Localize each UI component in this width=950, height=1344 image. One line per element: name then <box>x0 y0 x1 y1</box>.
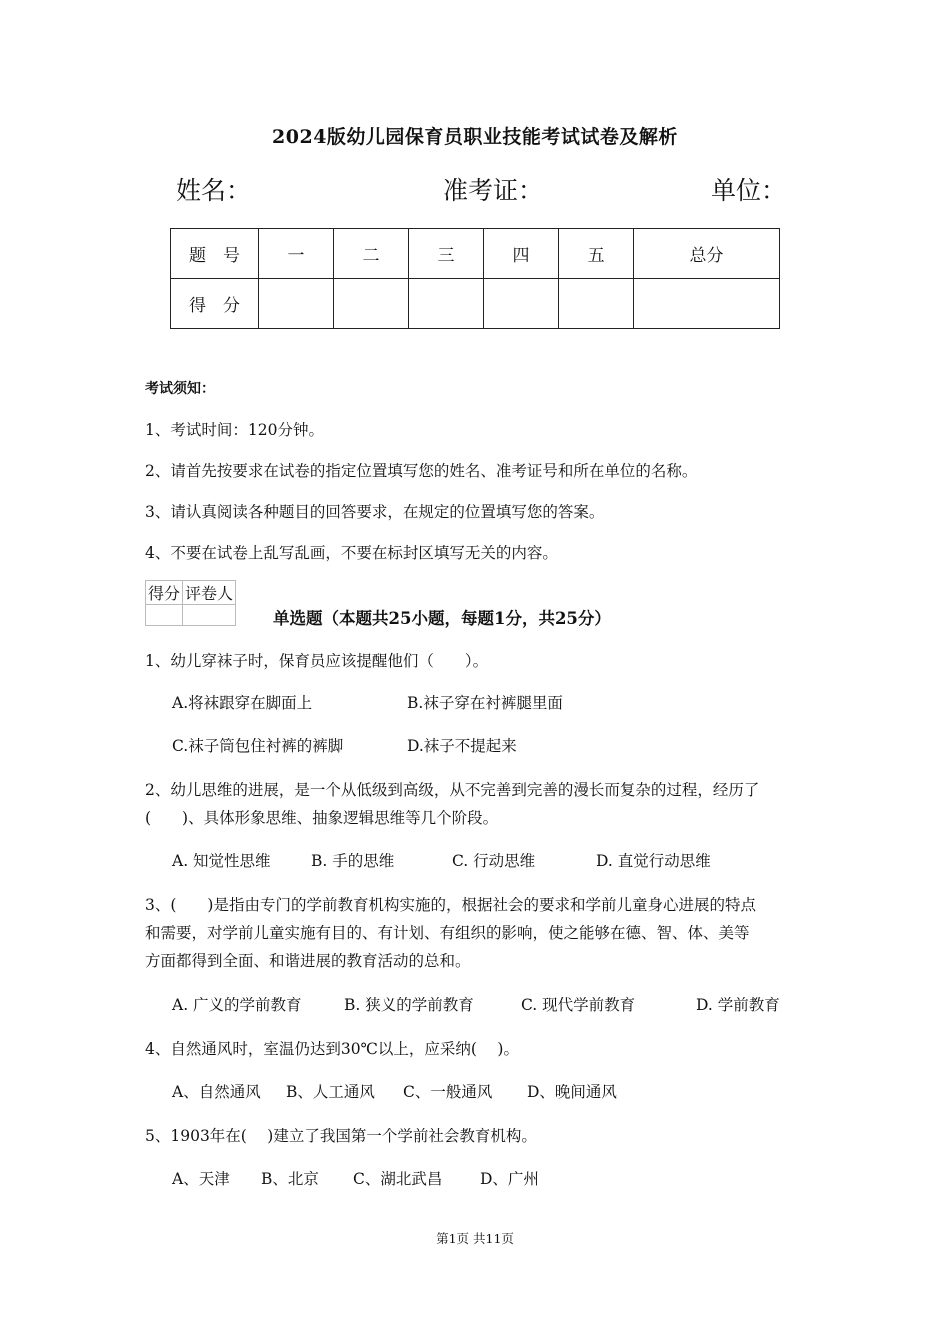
question-4-text: 4、自然通风时，室温仍达到30℃以上，应采纳( )。 <box>145 1040 519 1058</box>
question-1-option-a[interactable]: A.将袜跟穿在脚面上 <box>172 694 313 712</box>
score-cell[interactable] <box>559 279 634 329</box>
score-table-col-4: 四 <box>484 229 559 279</box>
question-5-option-c[interactable]: C、湖北武昌 <box>353 1170 443 1188</box>
score-table-col-5: 五 <box>559 229 634 279</box>
notice-item: 1、考试时间：120分钟。 <box>145 421 324 439</box>
question-3-option-a[interactable]: A. 广义的学前教育 <box>172 996 302 1014</box>
score-cell[interactable] <box>334 279 409 329</box>
score-table <box>170 228 780 329</box>
question-1-option-d[interactable]: D.袜子不提起来 <box>407 737 517 755</box>
question-3-option-c[interactable]: C. 现代学前教育 <box>521 996 636 1014</box>
question-1-option-c[interactable]: C.袜子筒包住衬裤的裤脚 <box>172 737 344 755</box>
question-2-option-d[interactable]: D. 直觉行动思维 <box>596 852 711 870</box>
question-4-option-a[interactable]: A、自然通风 <box>172 1083 261 1101</box>
score-cell[interactable] <box>409 279 484 329</box>
unit-field-label: 单位： <box>711 176 787 205</box>
score-table-header-label: 题 号 <box>171 229 259 279</box>
grader-box-score-label: 得分 <box>146 581 183 605</box>
question-4-option-c[interactable]: C、一般通风 <box>403 1083 493 1101</box>
grader-box-grader-label: 评卷人 <box>183 581 236 605</box>
grader-box-grader-cell[interactable] <box>183 605 236 626</box>
section-title: 单选题（本题共25小题，每题1分，共25分） <box>273 609 611 628</box>
score-table-col-3: 三 <box>409 229 484 279</box>
question-5-option-a[interactable]: A、天津 <box>172 1170 230 1188</box>
exam-id-field-label: 准考证： <box>443 176 544 205</box>
question-5-option-d[interactable]: D、广州 <box>480 1170 539 1188</box>
score-cell[interactable] <box>259 279 334 329</box>
page-footer: 第1页 共11页 <box>436 1231 514 1246</box>
question-5-option-b[interactable]: B、北京 <box>261 1170 319 1188</box>
question-2-option-a[interactable]: A. 知觉性思维 <box>172 852 271 870</box>
grader-box <box>145 580 236 626</box>
question-1-option-b[interactable]: B.袜子穿在衬裤腿里面 <box>407 694 563 712</box>
notice-item: 4、不要在试卷上乱写乱画，不要在标封区填写无关的内容。 <box>145 544 558 562</box>
question-3-option-b[interactable]: B. 狭义的学前教育 <box>344 996 474 1014</box>
name-field-label: 姓名： <box>176 176 252 205</box>
grader-box-score-cell[interactable] <box>146 605 183 626</box>
question-2-option-c[interactable]: C. 行动思维 <box>452 852 536 870</box>
score-cell[interactable] <box>484 279 559 329</box>
notice-heading: 考试须知： <box>145 381 215 397</box>
question-2-text: ( )、具体形象思维、抽象逻辑思维等几个阶段。 <box>145 809 499 827</box>
notice-item: 2、请首先按要求在试卷的指定位置填写您的姓名、准考证号和所在单位的名称。 <box>145 462 698 480</box>
notice-item: 3、请认真阅读各种题目的回答要求，在规定的位置填写您的答案。 <box>145 503 605 521</box>
question-1-text: 1、幼儿穿袜子时，保育员应该提醒他们（ ）。 <box>145 652 489 670</box>
question-5-text: 5、1903年在( )建立了我国第一个学前社会教育机构。 <box>145 1127 537 1145</box>
score-table-row-label: 得 分 <box>171 279 259 329</box>
page-title: 2024版幼儿园保育员职业技能考试试卷及解析 <box>272 126 678 148</box>
score-table-col-2: 二 <box>334 229 409 279</box>
question-3-text: 3、( )是指由专门的学前教育机构实施的，根据社会的要求和学前儿童身心进展的特点 <box>145 896 756 914</box>
question-2-option-b[interactable]: B. 手的思维 <box>311 852 395 870</box>
score-table-col-total: 总分 <box>634 229 780 279</box>
question-4-option-d[interactable]: D、晚间通风 <box>527 1083 617 1101</box>
score-table-header-row <box>171 229 780 279</box>
question-3-option-d[interactable]: D. 学前教育 <box>696 996 780 1014</box>
question-3-text: 方面都得到全面、和谐进展的教育活动的总和。 <box>145 952 471 970</box>
question-2-text: 2、幼儿思维的进展，是一个从低级到高级，从不完善到完善的漫长而复杂的过程，经历了 <box>145 781 760 799</box>
question-4-option-b[interactable]: B、人工通风 <box>286 1083 375 1101</box>
score-cell[interactable] <box>634 279 780 329</box>
score-table-score-row <box>171 279 780 329</box>
question-3-text: 和需要，对学前儿童实施有目的、有计划、有组织的影响，使之能够在德、智、体、美等 <box>145 924 750 942</box>
score-table-col-1: 一 <box>259 229 334 279</box>
